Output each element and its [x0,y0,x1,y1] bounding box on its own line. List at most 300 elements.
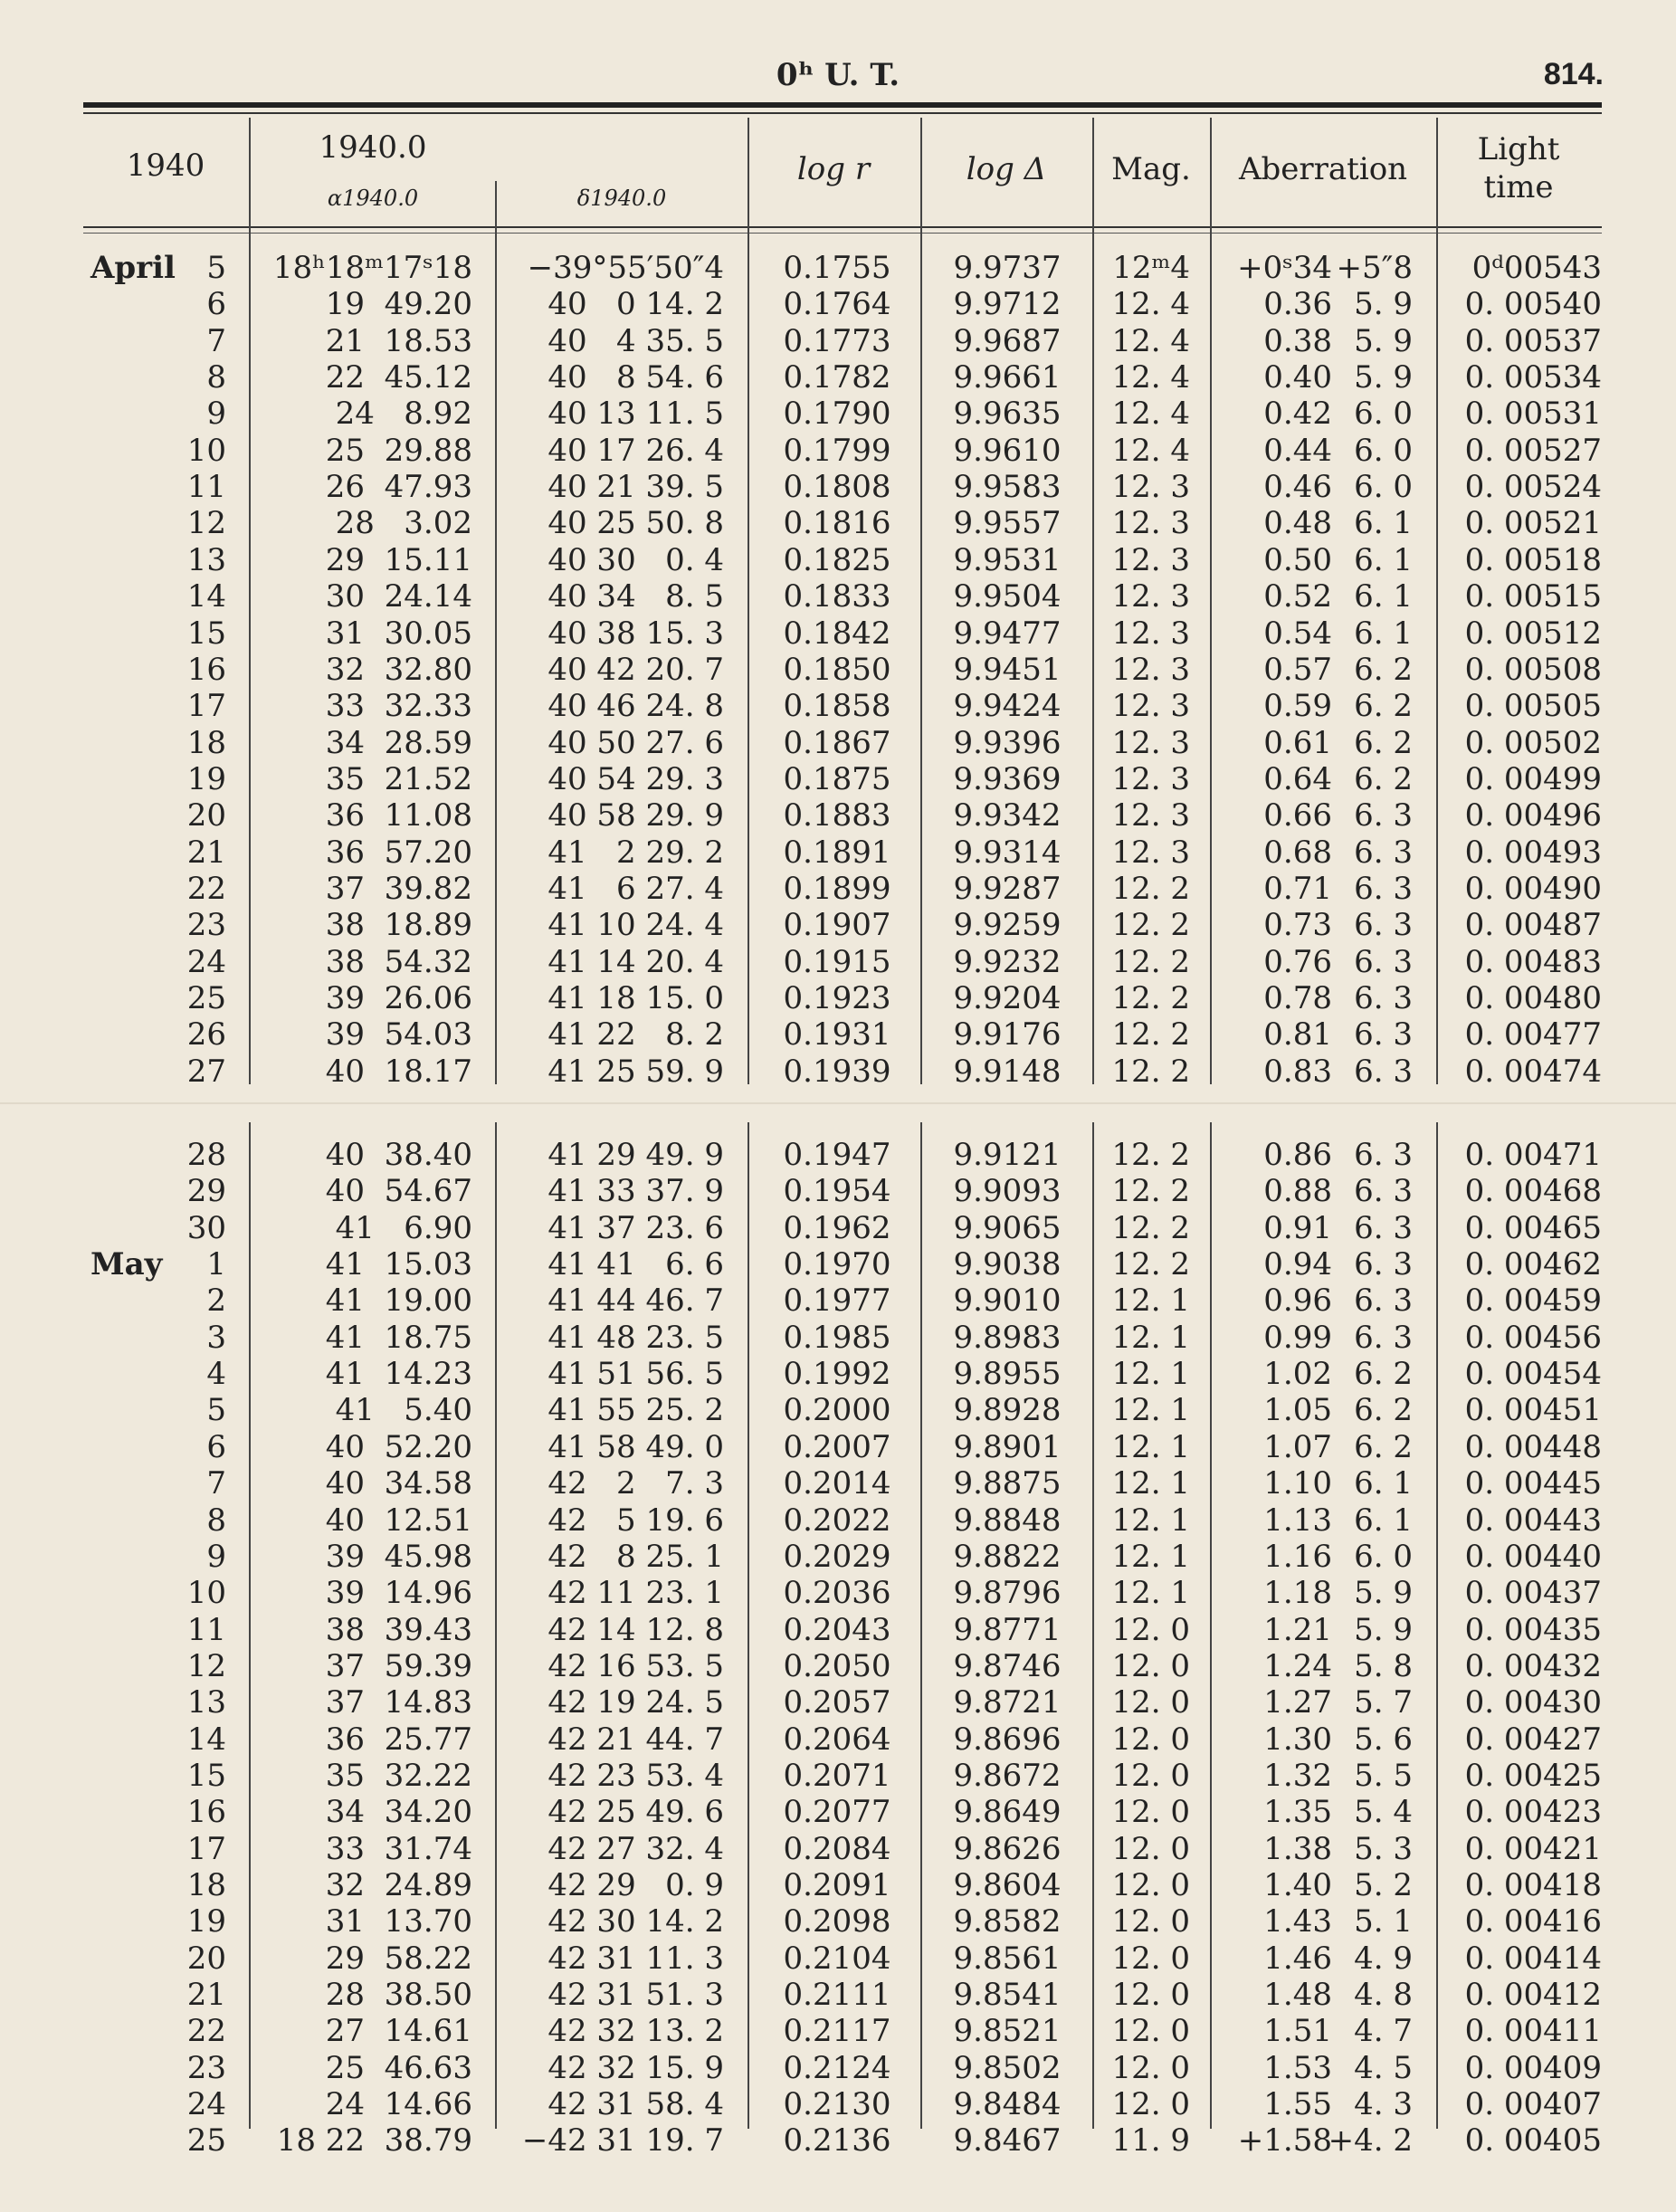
aberration-ra-cell: 0.52 [1263,578,1332,615]
col-header-alpha: α1940.0 [327,186,419,211]
log-delta-cell: 9.8672 [953,1757,1062,1794]
aberration-dec-cell: 6. 3 [1354,1209,1413,1246]
day-cell: 25 [186,980,226,1016]
right-ascension-cell: 41 6.90 [335,1209,472,1246]
aberration-dec-cell: 6. 1 [1354,578,1413,615]
day-cell: 21 [186,1977,226,2014]
page-number: 814. [1543,57,1604,91]
aberration-ra-cell: 0.48 [1263,505,1332,542]
table-row [0,725,1676,761]
light-time-cell: 0. 00448 [1464,1428,1602,1465]
light-time-cell: 0. 00432 [1464,1647,1602,1684]
magnitude-cell: 12. 2 [1111,1246,1190,1283]
aberration-ra-cell: 0.94 [1263,1246,1332,1283]
declination-cell: 41 55 25. 2 [548,1392,724,1429]
log-delta-cell: 9.9531 [953,541,1062,578]
magnitude-cell: 12. 2 [1111,943,1190,980]
right-ascension-cell: 29 58.22 [325,1940,472,1977]
aberration-ra-cell: 0.57 [1263,651,1332,688]
log-r-cell: 0.1891 [783,834,891,871]
log-r-cell: 0.1962 [783,1209,891,1246]
aberration-ra-cell: 1.07 [1263,1428,1332,1465]
aberration-ra-cell: 1.32 [1263,1757,1332,1794]
aberration-ra-cell: 0.36 [1263,286,1332,323]
light-time-cell: 0. 00425 [1464,1757,1602,1794]
magnitude-cell: 12. 2 [1111,1053,1190,1090]
table-row [0,1903,1676,1940]
log-delta-cell: 9.8649 [953,1794,1062,1831]
declination-cell: 40 21 39. 5 [548,469,724,506]
day-cell: 16 [186,1794,226,1831]
right-ascension-cell: 31 13.70 [325,1903,472,1940]
log-delta-cell: 9.9232 [953,943,1062,980]
light-time-cell: 0. 00468 [1464,1173,1602,1210]
log-delta-cell: 9.9635 [953,396,1062,433]
table-row [0,688,1676,724]
log-r-cell: 0.2043 [783,1611,891,1648]
log-delta-cell: 9.8582 [953,1903,1062,1940]
day-cell: 8 [206,359,226,396]
aberration-dec-cell: 5. 4 [1354,1794,1413,1831]
day-cell: 28 [186,1137,226,1173]
log-r-cell: 0.2091 [783,1867,891,1903]
declination-cell: 41 41 6. 6 [548,1246,724,1283]
log-r-cell: 0.2050 [783,1647,891,1684]
magnitude-cell: 12. 1 [1111,1465,1190,1502]
light-time-cell: 0. 00421 [1464,1830,1602,1867]
declination-cell: 41 37 23. 6 [548,1209,724,1246]
log-delta-cell: 9.9712 [953,286,1062,323]
day-cell: 10 [186,432,226,469]
aberration-ra-cell: 0.64 [1263,760,1332,797]
declination-cell: 40 17 26. 4 [548,432,724,469]
day-cell: 18 [186,724,226,761]
log-r-cell: 0.1907 [783,907,891,944]
log-delta-cell: 9.9259 [953,907,1062,944]
log-r-cell: 0.2000 [783,1392,891,1429]
day-cell: 11 [186,1611,226,1648]
declination-cell: 41 18 15. 0 [548,980,724,1016]
aberration-dec-cell: 6. 3 [1354,1319,1413,1356]
log-delta-cell: 9.8604 [953,1867,1062,1903]
day-cell: 9 [206,396,226,433]
table-row [0,1173,1676,1209]
table-row [0,1867,1676,1903]
col-header-log-r: log r [796,151,871,187]
day-cell: 29 [186,1173,226,1210]
right-ascension-cell: 24 14.66 [325,2086,472,2123]
magnitude-cell: 12. 3 [1111,834,1190,871]
declination-cell: 41 2 29. 2 [548,834,724,871]
declination-cell: 42 32 13. 2 [548,2013,724,2050]
magnitude-cell: 12. 1 [1111,1502,1190,1539]
aberration-dec-cell: 6. 3 [1354,943,1413,980]
right-ascension-cell: 37 39.82 [325,870,472,907]
table-row [0,1465,1676,1502]
light-time-cell: 0. 00490 [1464,870,1602,907]
magnitude-cell: 12. 4 [1111,286,1190,323]
log-r-cell: 0.1947 [783,1137,891,1173]
light-time-cell: 0. 00409 [1464,2049,1602,2086]
log-r-cell: 0.1923 [783,980,891,1016]
light-time-cell: 0. 00412 [1464,1977,1602,2014]
aberration-ra-cell: 0.91 [1263,1209,1332,1246]
declination-cell: 42 32 15. 9 [548,2049,724,2086]
log-r-cell: 0.1808 [783,469,891,506]
aberration-ra-cell: 1.38 [1263,1830,1332,1867]
col-header-log-delta: log Δ [966,151,1047,187]
aberration-ra-cell: 1.02 [1263,1356,1332,1393]
light-time-cell: 0. 00540 [1464,286,1602,323]
magnitude-cell: 12. 0 [1111,2049,1190,2086]
magnitude-cell: 12. 2 [1111,907,1190,944]
log-r-cell: 0.1970 [783,1246,891,1283]
declination-cell: 40 58 29. 9 [548,797,724,834]
magnitude-cell: 12. 2 [1111,1209,1190,1246]
log-r-cell: 0.1915 [783,943,891,980]
log-r-cell: 0.2071 [783,1757,891,1794]
log-delta-cell: 9.8928 [953,1392,1062,1429]
aberration-ra-cell: 1.55 [1263,2086,1332,2123]
log-delta-cell: 9.9148 [953,1053,1062,1090]
aberration-dec-cell: 6. 1 [1354,541,1413,578]
log-delta-cell: 9.8561 [953,1940,1062,1977]
magnitude-cell: 12. 0 [1111,1940,1190,1977]
day-cell: 26 [186,1016,226,1054]
aberration-ra-cell: 1.30 [1263,1721,1332,1758]
right-ascension-cell: 41 15.03 [325,1246,472,1283]
day-cell: 12 [186,1647,226,1684]
log-delta-cell: 9.8983 [953,1319,1062,1356]
table-row [0,250,1676,286]
light-time-cell: 0. 00537 [1464,322,1602,359]
log-delta-cell: 9.8771 [953,1611,1062,1648]
magnitude-cell: 12. 1 [1111,1392,1190,1429]
log-delta-cell: 9.9065 [953,1209,1062,1246]
declination-cell: 41 51 56. 5 [548,1356,724,1393]
log-r-cell: 0.1954 [783,1173,891,1210]
day-cell: 22 [186,870,226,907]
light-time-cell: 0. 00518 [1464,541,1602,578]
table-row [0,761,1676,797]
log-r-cell: 0.1931 [783,1016,891,1054]
magnitude-cell: 12. 0 [1111,1647,1190,1684]
declination-cell: 40 13 11. 5 [548,396,724,433]
light-time-cell: 0. 00414 [1464,1940,1602,1977]
aberration-ra-cell: 1.46 [1263,1940,1332,1977]
magnitude-cell: 12. 3 [1111,760,1190,797]
day-cell: 27 [186,1053,226,1090]
day-cell: 14 [186,1721,226,1758]
light-time-cell: 0. 00462 [1464,1246,1602,1283]
col-header-date: 1940 [126,148,205,184]
log-delta-cell: 9.9314 [953,834,1062,871]
declination-cell: 41 22 8. 2 [548,1016,724,1054]
declination-cell: 40 42 20. 7 [548,651,724,688]
aberration-dec-cell: 6. 1 [1354,1465,1413,1502]
aberration-dec-cell: 6. 2 [1354,1392,1413,1429]
right-ascension-cell: 22 45.12 [325,359,472,396]
right-ascension-cell: 25 46.63 [325,2049,472,2086]
table-row [0,797,1676,834]
col-header-mag: Mag. [1111,151,1191,187]
aberration-dec-cell: 5. 9 [1354,1611,1413,1648]
magnitude-cell: 12. 0 [1111,1903,1190,1940]
log-r-cell: 0.1833 [783,578,891,615]
right-ascension-cell: 39 45.98 [325,1538,472,1575]
log-r-cell: 0.1816 [783,505,891,542]
aberration-ra-cell: 1.40 [1263,1867,1332,1903]
log-delta-cell: 9.8484 [953,2086,1062,2123]
table-row [0,615,1676,652]
light-time-cell: 0. 00418 [1464,1867,1602,1903]
light-time-cell: 0. 00474 [1464,1053,1602,1090]
declination-cell: 41 29 49. 9 [548,1137,724,1173]
table-row [0,944,1676,980]
table-row [0,1282,1676,1319]
right-ascension-cell: 31 30.05 [325,615,472,652]
magnitude-cell: 12. 0 [1111,2013,1190,2050]
magnitude-cell: 12. 3 [1111,505,1190,542]
log-delta-cell: 9.8822 [953,1538,1062,1575]
magnitude-cell: 12ᵐ4 [1112,250,1190,286]
table-row [0,1794,1676,1830]
day-cell: 16 [186,651,226,688]
magnitude-cell: 12. 3 [1111,578,1190,615]
aberration-ra-cell: 1.24 [1263,1647,1332,1684]
light-time-cell: 0. 00471 [1464,1137,1602,1173]
page-header [0,50,1676,95]
light-time-cell: 0. 00487 [1464,907,1602,944]
log-delta-cell: 9.9369 [953,760,1062,797]
aberration-ra-cell: 1.05 [1263,1392,1332,1429]
day-cell: 30 [186,1209,226,1246]
aberration-dec-cell: 6. 3 [1354,980,1413,1016]
light-time-cell: 0. 00445 [1464,1465,1602,1502]
magnitude-cell: 12. 0 [1111,1757,1190,1794]
aberration-dec-cell: 5. 9 [1354,286,1413,323]
declination-cell: 41 58 49. 0 [548,1428,724,1465]
log-delta-cell: 9.8875 [953,1465,1062,1502]
right-ascension-cell: 28 3.02 [335,505,472,542]
aberration-dec-cell: 5. 9 [1354,1575,1413,1612]
declination-cell: 40 30 0. 4 [548,541,724,578]
right-ascension-cell: 18 22 38.79 [276,2122,472,2160]
right-ascension-cell: 41 19.00 [325,1282,472,1320]
magnitude-cell: 12. 1 [1111,1282,1190,1320]
magnitude-cell: 12. 4 [1111,359,1190,396]
header-bottom-rule [83,226,1602,228]
log-r-cell: 0.2077 [783,1794,891,1831]
day-cell: 19 [186,1903,226,1940]
magnitude-cell: 12. 0 [1111,1611,1190,1648]
light-time-cell: 0. 00405 [1464,2122,1602,2160]
log-delta-cell: 9.9287 [953,870,1062,907]
table-row [0,1016,1676,1053]
aberration-ra-cell: 0.86 [1263,1137,1332,1173]
aberration-dec-cell: 6. 2 [1354,651,1413,688]
aberration-ra-cell: 0.59 [1263,688,1332,725]
magnitude-cell: 12. 2 [1111,1137,1190,1173]
day-cell: 8 [206,1502,226,1539]
light-time-cell: 0. 00480 [1464,980,1602,1016]
aberration-ra-cell: 0.40 [1263,359,1332,396]
table-row [0,1356,1676,1392]
day-cell: 23 [186,2049,226,2086]
declination-cell: 42 21 44. 7 [548,1721,724,1758]
light-time-cell: 0. 00459 [1464,1282,1602,1320]
declination-cell: 41 14 20. 4 [548,943,724,980]
log-delta-cell: 9.8467 [953,2122,1062,2160]
aberration-dec-cell: 5. 3 [1354,1830,1413,1867]
aberration-ra-cell: 1.27 [1263,1684,1332,1721]
right-ascension-cell: 40 38.40 [325,1137,472,1173]
table-row [0,323,1676,359]
declination-cell: −39°55′50″4 [527,250,724,286]
log-delta-cell: 9.9504 [953,578,1062,615]
magnitude-cell: 12. 0 [1111,1830,1190,1867]
declination-cell: 40 54 29. 3 [548,760,724,797]
magnitude-cell: 12. 3 [1111,797,1190,834]
light-time-cell: 0. 00505 [1464,688,1602,725]
light-time-cell: 0. 00430 [1464,1684,1602,1721]
table-row [0,1648,1676,1684]
declination-cell: −42 31 19. 7 [521,2122,724,2160]
table-row [0,871,1676,907]
aberration-dec-cell: 5. 5 [1354,1757,1413,1794]
aberration-ra-cell: 0.54 [1263,615,1332,652]
light-time-cell: 0. 00534 [1464,359,1602,396]
aberration-dec-cell: 6. 3 [1354,1173,1413,1210]
aberration-ra-cell: +1.58 [1237,2122,1332,2160]
magnitude-cell: 12. 0 [1111,2086,1190,2123]
day-cell: 15 [186,615,226,652]
table-row [0,1758,1676,1794]
log-delta-cell: 9.9477 [953,615,1062,652]
aberration-dec-cell: 6. 3 [1354,870,1413,907]
aberration-ra-cell: 1.21 [1263,1611,1332,1648]
log-r-cell: 0.2057 [783,1684,891,1721]
aberration-dec-cell: 6. 3 [1354,797,1413,834]
log-delta-cell: 9.9093 [953,1173,1062,1210]
log-delta-cell: 9.8796 [953,1575,1062,1612]
aberration-ra-cell: 0.61 [1263,724,1332,761]
log-delta-cell: 9.8901 [953,1428,1062,1465]
light-time-cell: 0. 00512 [1464,615,1602,652]
right-ascension-cell: 39 54.03 [325,1016,472,1054]
log-r-cell: 0.1858 [783,688,891,725]
declination-cell: 42 5 19. 6 [548,1502,724,1539]
log-r-cell: 0.2022 [783,1502,891,1539]
declination-cell: 42 8 25. 1 [548,1538,724,1575]
declination-cell: 41 10 24. 4 [548,907,724,944]
right-ascension-cell: 40 54.67 [325,1173,472,1210]
table-row [0,2013,1676,2049]
table-row [0,433,1676,469]
right-ascension-cell: 29 15.11 [325,541,472,578]
right-ascension-cell: 37 14.83 [325,1684,472,1721]
table-row [0,1246,1676,1282]
aberration-ra-cell: 0.46 [1263,469,1332,506]
right-ascension-cell: 36 57.20 [325,834,472,871]
log-r-cell: 0.2111 [783,1977,891,2014]
day-cell: 20 [186,1940,226,1977]
log-r-cell: 0.1850 [783,651,891,688]
log-delta-cell: 9.9557 [953,505,1062,542]
table-row [0,1539,1676,1575]
aberration-ra-cell: 1.13 [1263,1502,1332,1539]
table-row [0,542,1676,578]
aberration-ra-cell: 0.73 [1263,907,1332,944]
aberration-ra-cell: 0.99 [1263,1319,1332,1356]
right-ascension-cell: 34 34.20 [325,1794,472,1831]
declination-cell: 42 11 23. 1 [548,1575,724,1612]
day-cell: 5 [206,1392,226,1429]
header-bottom-thin-rule [83,233,1602,234]
declination-cell: 41 25 59. 9 [548,1053,724,1090]
light-time-cell: 0. 00531 [1464,396,1602,433]
log-r-cell: 0.2104 [783,1940,891,1977]
aberration-dec-cell: 5. 1 [1354,1903,1413,1940]
log-r-cell: 0.1764 [783,286,891,323]
aberration-dec-cell: 6. 3 [1354,1137,1413,1173]
day-cell: 3 [206,1319,226,1356]
table-row [0,469,1676,505]
magnitude-cell: 12. 3 [1111,651,1190,688]
aberration-dec-cell: 5. 7 [1354,1684,1413,1721]
log-r-cell: 0.2014 [783,1465,891,1502]
table-row [0,1502,1676,1539]
top-thick-rule [83,102,1602,108]
page-title: 0ʰ U. T. [776,57,900,93]
aberration-dec-cell: 6. 0 [1354,469,1413,506]
log-delta-cell: 9.9451 [953,651,1062,688]
magnitude-cell: 12. 0 [1111,1794,1190,1831]
right-ascension-cell: 35 21.52 [325,760,472,797]
col-header-light-time-line1: Light [1477,131,1560,167]
day-cell: 2 [206,1282,226,1320]
table-row [0,2086,1676,2122]
day-cell: 10 [186,1575,226,1612]
log-r-cell: 0.2084 [783,1830,891,1867]
light-time-cell: 0. 00527 [1464,432,1602,469]
declination-cell: 40 38 15. 3 [548,615,724,652]
month-label: April [90,250,176,286]
declination-cell: 41 6 27. 4 [548,870,724,907]
right-ascension-cell: 37 59.39 [325,1647,472,1684]
right-ascension-cell: 25 29.88 [325,432,472,469]
light-time-cell: 0. 00493 [1464,834,1602,871]
table-row [0,505,1676,541]
right-ascension-cell: 30 24.14 [325,578,472,615]
table-row [0,1210,1676,1246]
log-delta-cell: 9.9176 [953,1016,1062,1054]
log-r-cell: 0.1992 [783,1356,891,1393]
log-r-cell: 0.2036 [783,1575,891,1612]
aberration-dec-cell: 4. 3 [1354,2086,1413,2123]
magnitude-cell: 12. 0 [1111,1977,1190,2014]
right-ascension-cell: 40 34.58 [325,1465,472,1502]
right-ascension-cell: 18ʰ18ᵐ17ˢ18 [272,250,472,286]
table-row [0,1940,1676,1977]
log-r-cell: 0.1799 [783,432,891,469]
magnitude-cell: 12. 2 [1111,1173,1190,1210]
declination-cell: 42 31 58. 4 [548,2086,724,2123]
aberration-dec-cell: 6. 2 [1354,1428,1413,1465]
declination-cell: 40 4 35. 5 [548,322,724,359]
day-cell: 24 [186,2086,226,2123]
table-row [0,1575,1676,1611]
